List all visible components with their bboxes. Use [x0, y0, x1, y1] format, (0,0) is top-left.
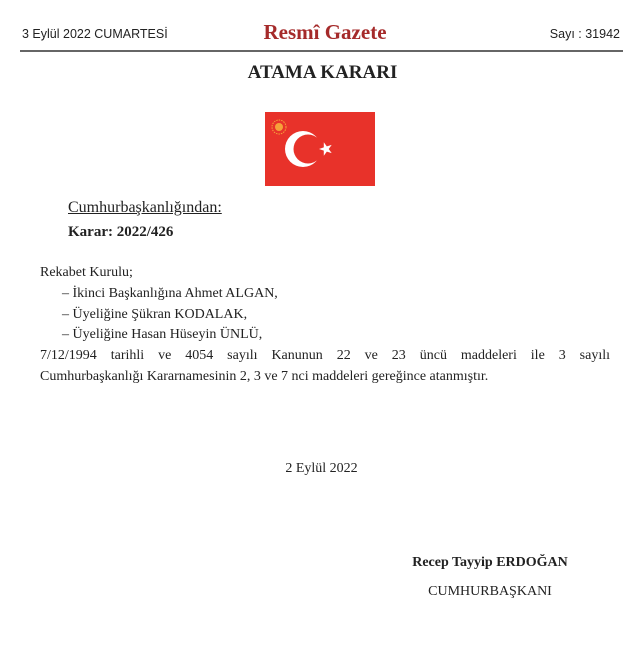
- publication-title: Resmî Gazete: [263, 20, 387, 44]
- issuer-heading: Cumhurbaşkanlığından:: [68, 199, 222, 216]
- appointment-item: – İkinci Başkanlığına Ahmet ALGAN,: [62, 285, 278, 301]
- decision-date: 2 Eylül 2022: [285, 461, 358, 476]
- body-paragraph-line: Cumhurbaşkanlığı Kararnamesinin 2, 3 ve 7 nci maddeleri gereğince atanmıştır.: [40, 368, 489, 384]
- signatory-name: Recep Tayyip ERDOĞAN: [412, 555, 568, 570]
- header-divider: [20, 50, 623, 52]
- turkish-flag-icon: [265, 112, 375, 186]
- decision-body: [40, 263, 610, 388]
- header-date: 3 Eylül 2022 CUMARTESİ: [22, 27, 168, 41]
- page-title: ATAMA KARARI: [247, 62, 398, 83]
- decision-number: Karar: 2022/426: [68, 224, 174, 240]
- appointment-item: – Üyeliğine Hasan Hüseyin ÜNLÜ,: [62, 327, 263, 343]
- issue-number: Sayı : 31942: [549, 27, 620, 41]
- body-intro: Rekabet Kurulu;: [40, 265, 133, 280]
- appointment-item: – Üyeliğine Şükran KODALAK,: [62, 306, 248, 322]
- signatory-title: CUMHURBAŞKANI: [428, 584, 552, 599]
- body-paragraph-line: 7/12/1994 tarihli ve 4054 sayılı Kanunun 22 ve 23 üncü maddeleri ile 3 sayılı: [40, 348, 610, 364]
